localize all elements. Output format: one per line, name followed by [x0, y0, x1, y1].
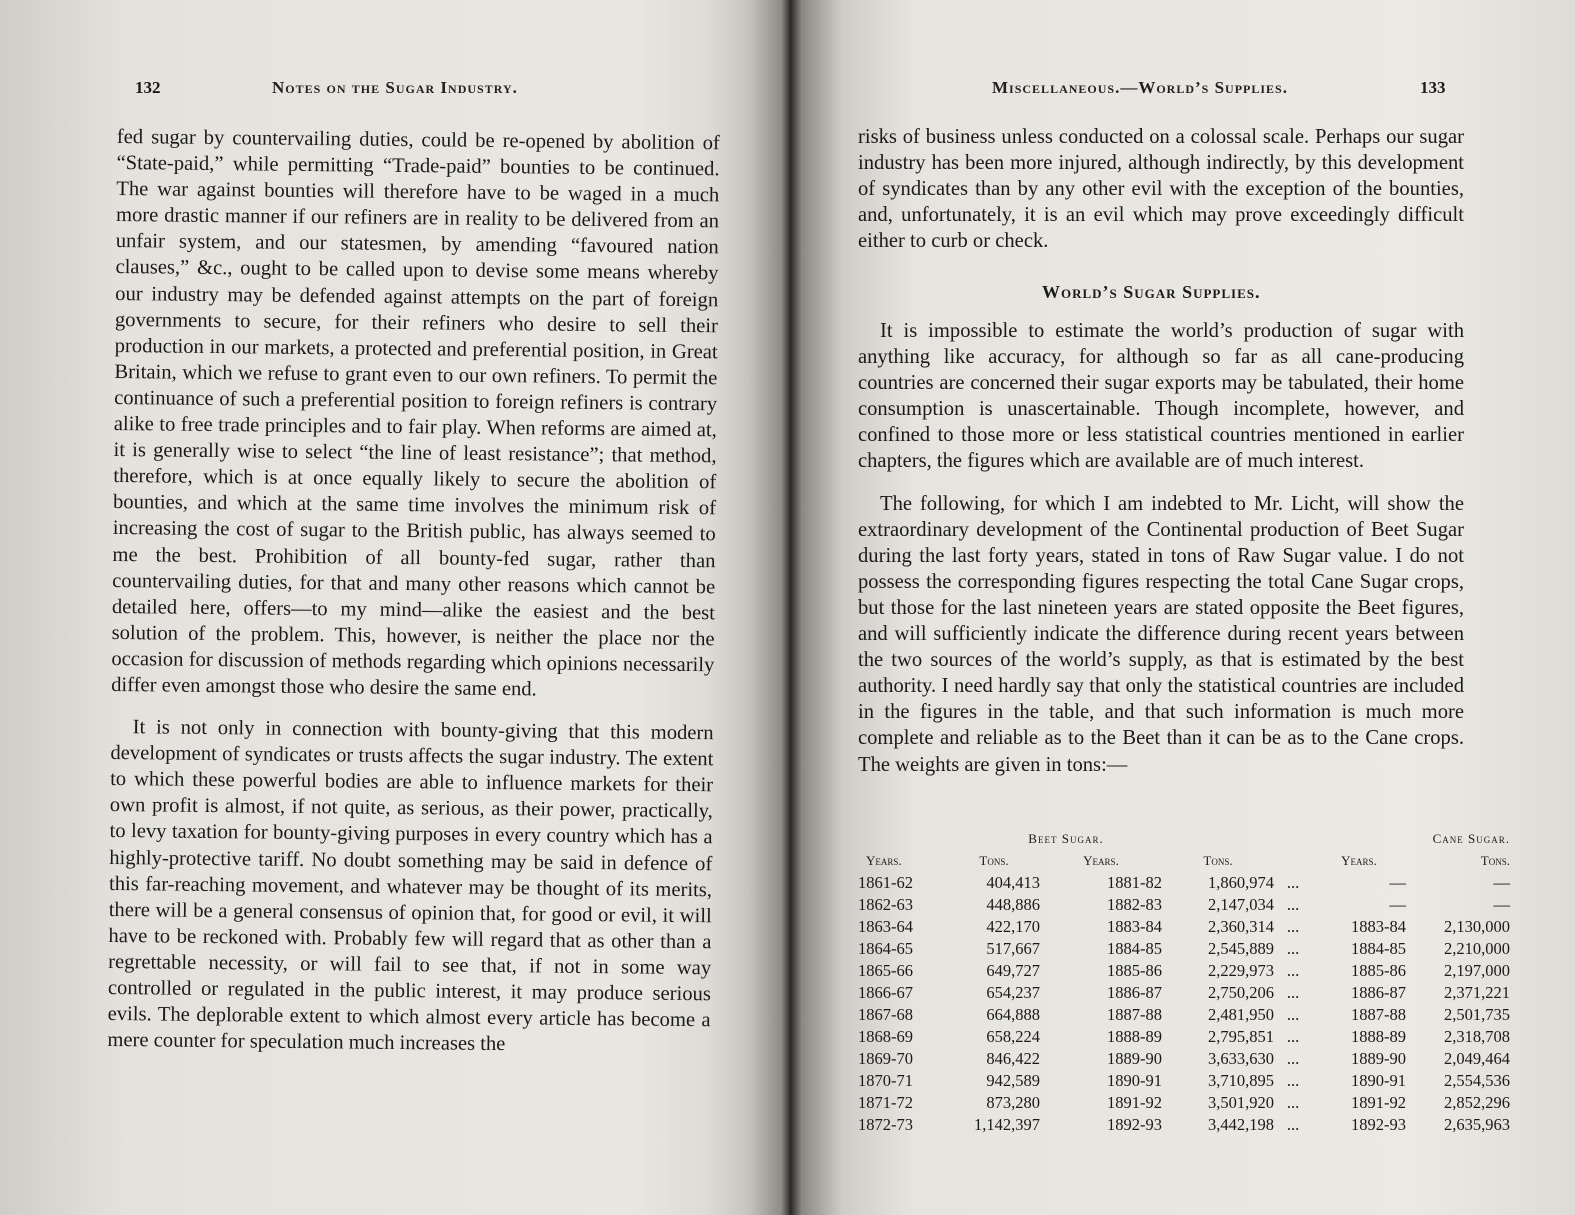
- right-paragraph-2: It is impossible to estimate the world’s production of sugar with anything like accuracy, for although so far as all cane-producing countries are concerned their sugar exports may be tabulated, their home consumption is unascertainable. Though incomplete, however, and confined to those more or less statistical countries mentioned in earlier chapters, the figures which are available are of much interest.: [858, 320, 1464, 473]
- left-page-number: 132: [135, 78, 161, 97]
- beet-year-late: 1889-90: [1107, 1049, 1162, 1068]
- table-row: [858, 872, 1510, 894]
- table-row: [858, 982, 1510, 1004]
- beet-year-late: 1882-83: [1107, 895, 1162, 914]
- cane-year: 1885-86: [1351, 961, 1406, 980]
- beet-year: 1870-71: [858, 1071, 913, 1090]
- beet-year: 1861-62: [858, 873, 913, 892]
- beet-year-late: 1881-82: [1107, 873, 1162, 892]
- table-row: [858, 1026, 1510, 1048]
- cane-tons: 2,049,464: [1444, 1049, 1510, 1068]
- beet-tons: 942,589: [986, 1071, 1040, 1090]
- col-years-3: Years.: [1341, 853, 1377, 868]
- col-years-1: Years.: [866, 853, 902, 868]
- beet-year: 1862-63: [858, 895, 913, 914]
- beet-tons-late: 2,545,889: [1208, 939, 1274, 958]
- beet-year: 1867-68: [858, 1005, 913, 1024]
- beet-tons: 658,224: [986, 1027, 1040, 1046]
- beet-tons: 404,413: [986, 873, 1040, 892]
- leader-dots: ...: [1286, 1027, 1300, 1046]
- beet-year-late: 1892-93: [1107, 1115, 1162, 1134]
- beet-year: 1864-65: [858, 939, 913, 958]
- left-paragraph-2: It is not only in connection with bounty-giving that this modern development of syndicates or trusts affects the sugar industry. The extent to which these powerful bodies are able to influence markets for their own profit is almost, if not quite, as serious, as their power, practically, to levy taxation for bounty-giving purposes in every country which has a highly-protective tariff. No doubt something may be said in defence of this far-reaching movement, and whatever may be thought of its merits, there will be a general consensus of opinion that, for good or evil, it will have to be reckoned with. Probably few will regard that as other than a regrettable necessity, or will fail to see that, if not in some way controlled or regulated in the public interest, it may produce serious evils. The deplorable extent to which almost every article has become a mere counter for speculation much increases the: [107, 716, 714, 1056]
- table-row: [858, 1048, 1510, 1070]
- beet-tons: 517,667: [986, 939, 1040, 958]
- cane-tons: 2,554,536: [1444, 1071, 1510, 1090]
- table-row: [858, 1114, 1510, 1136]
- beet-sugar-heading: Beet Sugar.: [1028, 831, 1104, 846]
- right-paragraph-1: risks of business unless conducted on a colossal scale. Perhaps our sugar industry has been more injured, although indirectly, by this development of syndicates than by any other evil with the exception of the bounties, and, unfortunately, it is an evil which may prove exceedingly difficult either to curb or check.: [858, 126, 1464, 253]
- cane-tons: 2,318,708: [1444, 1027, 1510, 1046]
- col-tons-3: Tons.: [1480, 853, 1510, 868]
- sugar-table: [858, 828, 1510, 1136]
- beet-tons-late: 3,633,630: [1208, 1049, 1274, 1068]
- beet-year-late: 1888-89: [1107, 1027, 1162, 1046]
- beet-tons-late: 3,710,895: [1208, 1071, 1274, 1090]
- col-tons-2: Tons.: [1203, 853, 1233, 868]
- cane-sugar-heading: Cane Sugar.: [1432, 831, 1510, 846]
- beet-year-late: 1890-91: [1107, 1071, 1162, 1090]
- table-row: [858, 916, 1510, 938]
- beet-year: 1866-67: [858, 983, 913, 1002]
- leader-dots: ...: [1286, 1071, 1300, 1090]
- right-running-head: Miscellaneous.—World’s Supplies.: [992, 78, 1288, 97]
- col-tons-1: Tons.: [979, 853, 1009, 868]
- cane-tons: 2,210,000: [1444, 939, 1510, 958]
- cane-year: 1891-92: [1351, 1093, 1406, 1112]
- leader-dots: ...: [1286, 1005, 1300, 1024]
- cane-year: 1892-93: [1351, 1115, 1406, 1134]
- cane-tons: —: [1493, 873, 1510, 892]
- beet-year: 1863-64: [858, 917, 913, 936]
- beet-tons-late: 1,860,974: [1208, 873, 1274, 892]
- leader-dots: ...: [1286, 939, 1300, 958]
- beet-tons: 1,142,397: [974, 1115, 1040, 1134]
- beet-tons-late: 2,750,206: [1208, 983, 1274, 1002]
- table-body: [858, 872, 1510, 1136]
- beet-tons-late: 2,360,314: [1208, 917, 1274, 936]
- beet-tons-late: 3,442,198: [1208, 1115, 1274, 1134]
- right-page: [800, 0, 1575, 1215]
- beet-year: 1869-70: [858, 1049, 913, 1068]
- beet-tons: 649,727: [986, 961, 1040, 980]
- cane-tons: 2,501,735: [1444, 1005, 1510, 1024]
- cane-year: —: [1389, 873, 1406, 892]
- beet-year: 1868-69: [858, 1027, 913, 1046]
- cane-year: 1888-89: [1351, 1027, 1406, 1046]
- cane-tons: 2,197,000: [1444, 961, 1510, 980]
- col-years-2: Years.: [1083, 853, 1119, 868]
- table-row: [858, 1070, 1510, 1092]
- beet-tons: 654,237: [986, 983, 1040, 1002]
- cane-year: —: [1389, 895, 1406, 914]
- beet-year-late: 1886-87: [1107, 983, 1162, 1002]
- leader-dots: ...: [1286, 1093, 1300, 1112]
- left-page: [0, 0, 780, 1215]
- beet-tons: 664,888: [986, 1005, 1040, 1024]
- beet-year: 1871-72: [858, 1093, 913, 1112]
- beet-tons-late: 2,481,950: [1208, 1005, 1274, 1024]
- cane-year: 1883-84: [1351, 917, 1406, 936]
- left-text-block: [107, 124, 720, 1060]
- beet-tons: 846,422: [986, 1049, 1040, 1068]
- leader-dots: ...: [1286, 873, 1300, 892]
- cane-year: 1889-90: [1351, 1049, 1406, 1068]
- beet-tons-late: 2,147,034: [1208, 895, 1274, 914]
- beet-year-late: 1891-92: [1107, 1093, 1162, 1112]
- cane-year: 1884-85: [1351, 939, 1406, 958]
- beet-tons-late: 2,229,973: [1208, 961, 1274, 980]
- left-paragraph-1: fed sugar by countervailing duties, could be re-opened by abolition of “State-paid,” while permitting “Trade-paid” bounties to be continued. The war against bounties will therefore have to be waged in a much more drastic manner if our refiners are in reality to be delivered from an unfair system, and our statesmen, by amending “favoured nation clauses,” &c., ought to be called upon to devise some means whereby our industry may be defended against attempts on the part of foreign governments to secure, for their refiners who desire to sell their production in our markets, a protected and preferential position, in Great Britain, which we refuse to grant even to our own refiners. To permit the continuance of such a preferential position to foreign refiners is contrary alike to free trade principles and to fair play. When reforms are aimed at, it is generally wise to select “the line of least resistance”; that method, therefore, which is at once equally likely to secure the abolition of bounties, and which at the same time involves the minimum risk of increasing the cost of sugar to the British public, has always seemed to me the best. Prohibition of all bounty-fed sugar, rather than countervailing duties, for that and many other reasons which cannot be detailed here, offers—to my mind—alike the easiest and the best solution of the problem. This, however, is neither the place nor the occasion for discussion of methods regarding which opinions necessarily differ even amongst those who desire the same end.: [111, 125, 720, 701]
- section-title: World’s Sugar Supplies.: [1042, 282, 1261, 302]
- leader-dots: ...: [1286, 1049, 1300, 1068]
- beet-year-late: 1885-86: [1107, 961, 1162, 980]
- cane-tons: 2,130,000: [1444, 917, 1510, 936]
- beet-tons: 873,280: [986, 1093, 1040, 1112]
- table-row: [858, 960, 1510, 982]
- right-text-bottom: [858, 318, 1464, 778]
- beet-year-late: 1887-88: [1107, 1005, 1162, 1024]
- right-paragraph-3: The following, for which I am indebted to Mr. Licht, will show the extraordinary development of the Continental production of Beet Sugar during the last forty years, stated in tons of Raw Sugar value. I do not possess the corresponding figures respecting the total Cane Sugar crops, but those for the last nineteen years are stated opposite the Beet figures, and will sufficiently indicate the difference during recent years between the two sources of the world’s supply, as that is estimated by the best authority. I need hardly say that only the statistical countries are included in the figures in the table, and that such information is much more complete and reliable as to the Beet than it can be as to the Cane crops. The weights are given in tons:—: [858, 492, 1464, 776]
- beet-year: 1865-66: [858, 961, 913, 980]
- beet-year-late: 1884-85: [1107, 939, 1162, 958]
- left-running-head: Notes on the Sugar Industry.: [272, 78, 518, 97]
- right-text-top: [858, 124, 1464, 254]
- leader-dots: ...: [1286, 895, 1300, 914]
- cane-tons: —: [1493, 895, 1510, 914]
- leader-dots: ...: [1286, 1115, 1300, 1134]
- cane-year: 1887-88: [1351, 1005, 1406, 1024]
- beet-year: 1872-73: [858, 1115, 913, 1134]
- cane-year: 1886-87: [1351, 983, 1406, 1002]
- beet-tons: 448,886: [986, 895, 1040, 914]
- table-row: [858, 1092, 1510, 1114]
- beet-tons-late: 3,501,920: [1208, 1093, 1274, 1112]
- beet-tons: 422,170: [986, 917, 1040, 936]
- cane-tons: 2,635,963: [1444, 1115, 1510, 1134]
- table-row: [858, 1004, 1510, 1026]
- right-page-number: 133: [1420, 78, 1446, 97]
- leader-dots: ...: [1286, 961, 1300, 980]
- leader-dots: ...: [1286, 983, 1300, 1002]
- beet-tons-late: 2,795,851: [1208, 1027, 1274, 1046]
- beet-year-late: 1883-84: [1107, 917, 1162, 936]
- table-row: [858, 938, 1510, 960]
- cane-year: 1890-91: [1351, 1071, 1406, 1090]
- cane-tons: 2,371,221: [1444, 983, 1510, 1002]
- table-row: [858, 894, 1510, 916]
- leader-dots: ...: [1286, 917, 1300, 936]
- cane-tons: 2,852,296: [1444, 1093, 1510, 1112]
